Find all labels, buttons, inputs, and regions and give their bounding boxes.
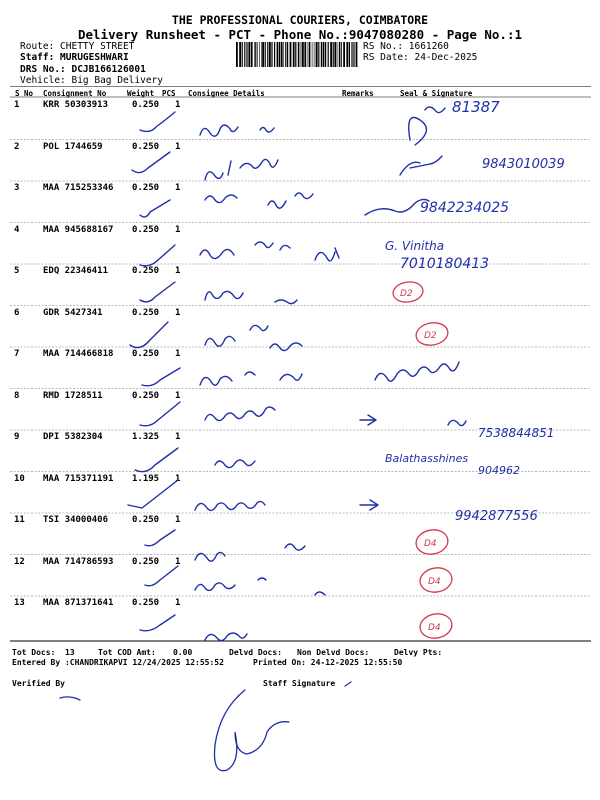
barcode [236,42,360,67]
barcode-bar [255,42,256,67]
barcode-bar [259,42,260,67]
barcode-bar [356,42,358,67]
barcode-bar [247,42,248,67]
consignment-cell: MAA 714786593 [43,556,114,567]
barcode-bar [301,42,302,67]
barcode-bar [316,42,318,67]
sno-cell: 8 [14,390,20,401]
consignment-cell: TSI 34000406 [43,515,109,525]
barcode-bar [318,42,319,67]
barcode-bar [325,42,326,67]
weight-cell: 1.325 [132,432,160,442]
pcs-cell: 1 [175,598,181,608]
hw-row8: 7538844851 [478,426,555,440]
consignment-cell: RMD 1728511 [43,390,103,401]
tot-cod-value: 0.00 [173,648,193,657]
barcode-bar [308,42,309,67]
weight-cell: 0.250 [132,598,160,608]
weight-cell: 0.250 [132,100,160,110]
pcs-cell: 1 [175,307,181,318]
col-header-weight: Weight [127,89,155,98]
col-header-consignment: Consignment No [43,89,107,98]
barcode-bar [274,42,275,67]
pcs-cell: 1 [175,100,181,110]
weight-cell: 1.195 [132,473,160,484]
rs-no-field: RS No.: 1661260 [363,41,449,52]
hw-row2: 9843010039 [482,157,565,172]
consignment-cell: KRR 50303913 [43,100,109,110]
consignment-cell: MAA 945688167 [43,224,114,235]
weight-cell: 0.250 [132,515,160,525]
sno-cell: 13 [14,598,25,608]
barcode-bar [246,42,247,67]
consignment-cell: DPI 5382304 [43,432,103,442]
sno-cell: 10 [14,473,25,484]
barcode-bar [354,42,355,67]
route-field: Route: CHETTY STREET [20,41,135,52]
stamp-label-row12: D4 [428,577,441,587]
barcode-bar [283,42,284,67]
col-header-consignee: Consignee Details [188,89,265,98]
sno-cell: 2 [14,141,20,152]
barcode-bar [339,42,340,67]
barcode-bar [290,42,292,67]
sno-cell: 3 [14,183,20,193]
barcode-bar [311,42,312,67]
consignment-cell: MAA 871371641 [43,598,114,608]
sno-cell: 9 [14,432,20,442]
col-header-sno: S No [15,89,34,98]
consignment-cell: POL 1744659 [43,141,103,152]
hw-row3: 9842234025 [420,200,510,216]
delvy-pts: Delvy Pts: [394,648,443,657]
col-header-pcs: PCS [162,89,176,98]
hw-row9-name: Balathasshines [385,452,469,465]
sno-cell: 11 [14,515,25,525]
weight-cell: 0.250 [132,266,160,276]
sno-cell: 7 [14,349,20,359]
tot-docs-value: 13 [65,648,75,657]
sno-cell: 4 [14,224,20,235]
hw-row4-phone: 7010180413 [400,256,490,272]
printed-on: Printed On: 24-12-2025 12:55:50 [253,658,403,667]
barcode-bar [281,42,283,67]
barcode-bar [242,42,243,67]
consignment-cell: GDR 5427341 [43,307,103,318]
barcode-bar [267,42,268,67]
pcs-cell: 1 [175,141,181,152]
barcode-bar [287,42,288,67]
non-delvd-docs: Non Delvd Docs: [297,648,370,657]
tot-cod-label: Tot COD Amt: [98,648,156,657]
weight-cell: 0.250 [132,224,160,235]
pcs-cell: 1 [175,266,181,276]
stamp-label-row11: D4 [424,539,437,549]
weight-cell: 0.250 [132,349,160,359]
hw-row1: 81387 [452,98,500,116]
staff-signature-scrawl [60,682,351,771]
barcode-bar [302,42,304,67]
barcode-bar [333,42,334,67]
runsheet-subtitle: Delivery Runsheet - PCT - Phone No.:9047080280 - Page No.:1 [77,27,522,42]
staff-signature-label: Staff Signature [263,679,336,688]
sno-cell: 5 [14,266,20,276]
barcode-bar [323,42,325,67]
weight-cell: 0.250 [132,183,160,193]
pcs-cell: 1 [175,390,181,401]
pcs-cell: 1 [175,224,181,235]
col-header-remarks: Remarks [342,89,374,98]
barcode-bar [251,42,253,67]
consignment-cell: MAA 715371191 [43,473,114,484]
weight-cell: 0.250 [132,141,160,152]
barcode-bar [328,42,329,67]
barcode-bar [236,42,238,67]
barcode-bar [309,42,310,67]
delvd-docs: Delvd Docs: [229,648,282,657]
barcode-bar [304,42,306,67]
barcode-bar [271,42,272,67]
barcode-bar [321,42,322,67]
pcs-cell: 1 [175,473,181,484]
barcode-bar [257,42,258,67]
barcode-bar [279,42,280,67]
weight-cell: 0.250 [132,307,160,318]
tot-docs-label: Tot Docs: [12,648,56,657]
staff-field: Staff: MURUGESHWARI [20,52,129,63]
barcode-bar [330,42,332,67]
barcode-bar [337,42,338,67]
pcs-cell: 1 [175,515,181,525]
stamp-label-row6: D2 [424,331,437,341]
consignment-cell: MAA 715253346 [43,183,114,193]
weight-cell: 0.250 [132,390,160,401]
drs-field: DRS No.: DCJB166126001 [20,64,146,75]
vehicle-field: Vehicle: Big Bag Delivery [20,75,163,86]
barcode-bar [300,42,301,67]
barcode-bar [346,42,348,67]
barcode-bar [277,42,279,67]
sno-cell: 12 [14,556,25,567]
weight-cell: 0.250 [132,556,160,567]
barcode-bar [353,42,354,67]
pcs-cell: 1 [175,183,181,193]
barcode-bar [343,42,345,67]
barcode-bar [261,42,262,67]
hw-row9-phone: 904962 [478,464,520,477]
verified-by-label: Verified By [12,679,65,688]
barcode-bar [341,42,342,67]
stamp-label-row5: D2 [400,289,413,299]
barcode-bar [293,42,295,67]
barcode-bar [298,42,299,67]
pcs-cell: 1 [175,432,181,442]
sno-cell: 6 [14,307,20,318]
barcode-bar [295,42,296,67]
barcode-bar [351,42,352,67]
hw-row10: 9942877556 [455,509,538,524]
barcode-bar [254,42,255,67]
consignment-cell: EDQ 22346411 [43,266,109,276]
sno-cell: 1 [14,100,20,110]
barcode-bar [349,42,350,67]
pcs-cell: 1 [175,349,181,359]
barcode-bar [262,42,264,67]
barcode-bar [334,42,336,67]
entered-by: Entered By :CHANDRIKAPVI 12/24/2025 12:55:52 [12,658,224,667]
barcode-bar [313,42,314,67]
col-header-signature: Seal & Signature [400,89,473,98]
barcode-bar [315,42,316,67]
barcode-bar [239,42,241,67]
barcode-bar [285,42,286,67]
pcs-cell: 1 [175,556,181,567]
barcode-bar [265,42,266,67]
company-title: THE PROFESSIONAL COURIERS, COIMBATORE [171,13,429,27]
barcode-bar [248,42,250,67]
rs-date-field: RS Date: 24-Dec-2025 [363,52,478,63]
hw-row4-name: G. Vinitha [385,239,445,253]
stamp-label-row13: D4 [428,623,441,633]
barcode-bar [244,42,245,67]
barcode-bar [269,42,271,67]
consignment-cell: MAA 714466818 [43,349,114,359]
